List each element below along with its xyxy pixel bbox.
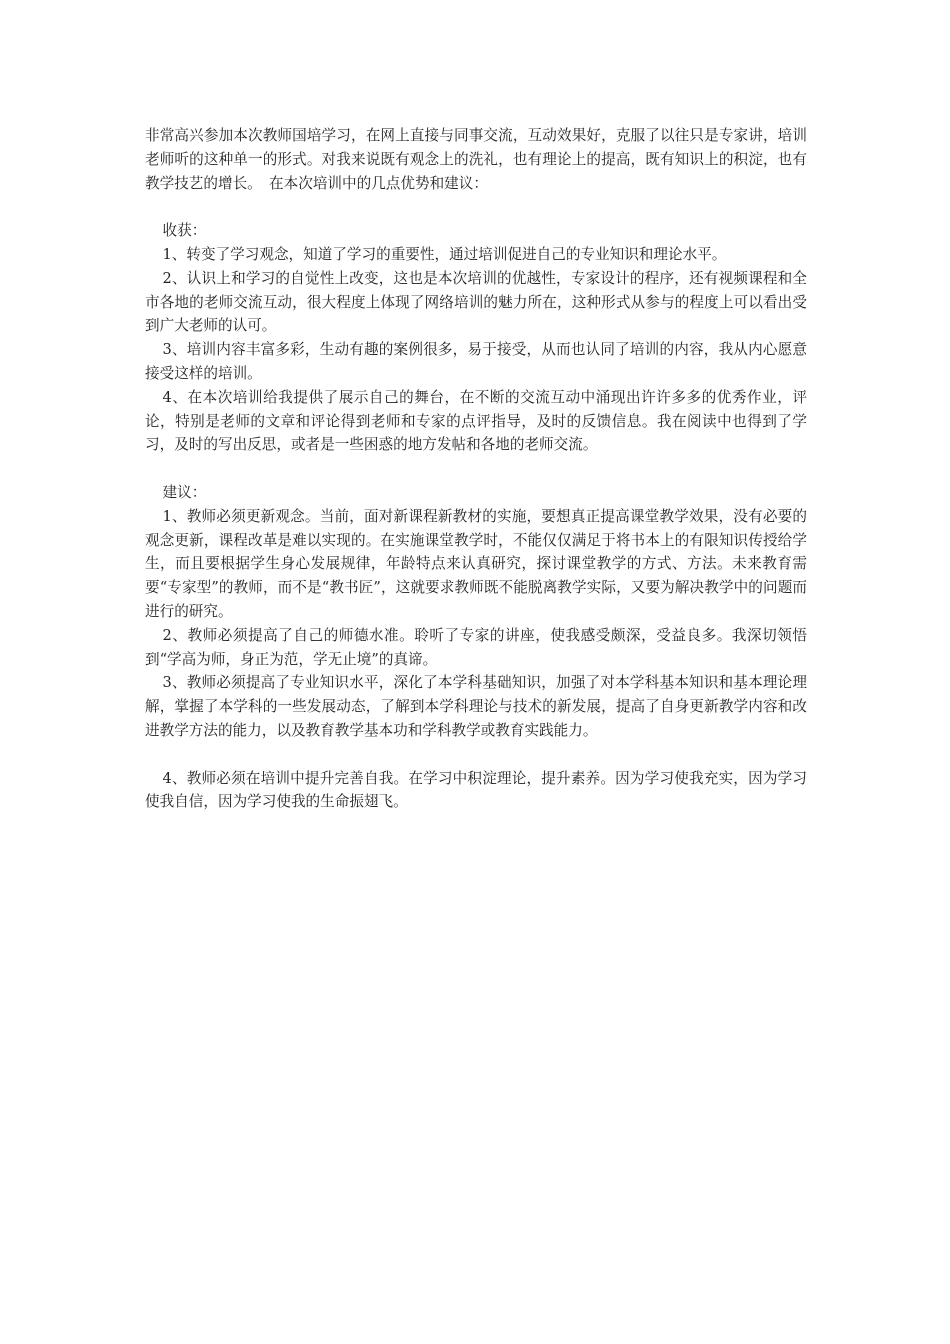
gains-heading: 收获： — [162, 222, 207, 240]
gains-item-1: 1、转变了学习观念，知道了学习的重要性，通过培训促进自己的专业知识和理论水平。 — [162, 245, 727, 263]
document-body — [145, 124, 807, 814]
suggestion-item-3: 3、教师必须提高了专业知识水平，深化了本学科基础知识，加强了对本学科基本知识和基本理论理解，掌握了本学科的一些发展动态，了解到本学科理论与技术的新发展，提高了自身更新教学内容和改进教学方法的能力，以及教育教学基本功和学科教学或教育实践能力。 — [145, 674, 807, 739]
gains-item-2: 2、认识上和学习的自觉性上改变，这也是本次培训的优越性，专家设计的程序，还有视频课程和全市各地的老师交流互动，很大程度上体现了网络培训的魅力所在，这种形式从参与的程度上可以看出受到广大老师的认可。 — [145, 269, 807, 335]
suggestion-item-4: 4、教师必须在培训中提升完善自我。在学习中积淀理论，提升素养。因为学习使我充实，因为学习使我自信，因为学习使我的生命振翅飞。 — [145, 769, 807, 811]
gains-item-4: 4、在本次培训给我提供了展示自己的舞台，在不断的交流互动中涌现出许许多多的优秀作业，评论，特别是老师的文章和评论得到老师和专家的点评指导，及时的反馈信息。我在阅读中也得到了学习，及时的写出反思，或者是一些困惑的地方发帖和各地的老师交流。 — [145, 388, 807, 454]
suggestion-item-2: 2、教师必须提高了自己的师德水准。聆听了专家的讲座，使我感受颇深，受益良多。我深切领悟到“学高为师，身正为范，学无止境”的真谛。 — [145, 626, 807, 668]
blank-line — [145, 743, 807, 767]
gains-item-3: 3、培训内容丰富多彩，生动有趣的案例很多，易于接受，从而也认同了培训的内容，我从内心愿意接受这样的培训。 — [145, 341, 807, 382]
intro-paragraph: 非常高兴参加本次教师国培学习，在网上直接与同事交流，互动效果好，克服了以往只是专家讲，培训老师听的这种单一的形式。对我来说既有观念上的洗礼，也有理论上的提高，既有知识上的积淀，也有教学技艺的增长。 在本次培训中的几点优势和建议： — [145, 127, 807, 192]
blank-line — [145, 195, 807, 219]
suggestions-heading: 建议： — [162, 483, 207, 501]
suggestion-item-1: 1、教师必须更新观念。当前，面对新课程新教材的实施，要想真正提高课堂教学效果，没有必要的观念更新，课程改革是难以实现的。在实施课堂教学时，不能仅仅满足于将书本上的有限知识传授给学生，而且要根据学生身心发展规律，年龄特点来认真研究，探讨课堂教学的方式、方法。未来教育需要“专家型”的教师，而不是“教书匠”，这就要求教师既不能脱离教学实际，又要为解决教学中的问题而进行的研究。 — [145, 507, 807, 620]
blank-line — [145, 457, 807, 481]
